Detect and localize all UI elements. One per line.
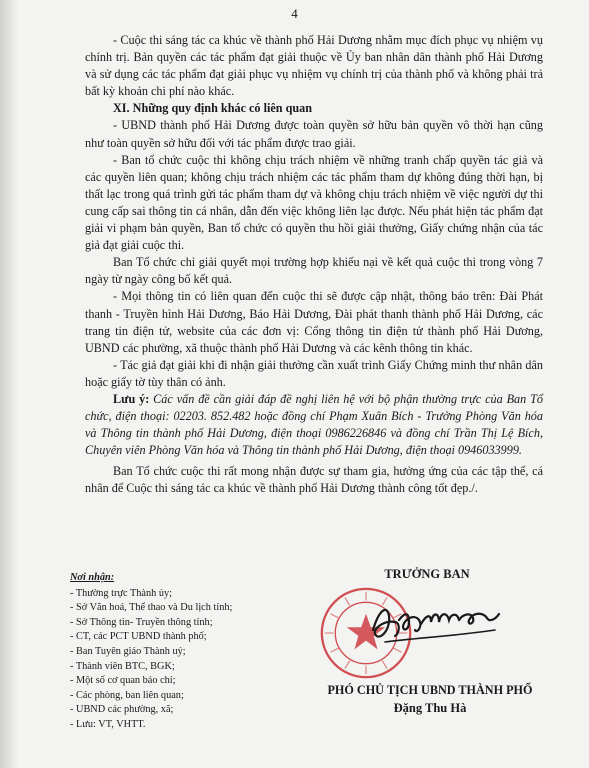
signer-title: PHÓ CHỦ TỊCH UBND THÀNH PHỐ — [327, 683, 533, 697]
recipient-item: - UBND các phường, xã; — [70, 704, 174, 716]
page-edge-shadow — [0, 0, 18, 768]
recipient-item: - Thành viên BTC, BGK; — [70, 660, 175, 672]
recipient-item: - Các phòng, ban liên quan; — [70, 689, 184, 701]
recipients-block — [70, 571, 300, 733]
section-heading: XI. Những quy định khác có liên quan — [113, 101, 313, 116]
note-paragraph — [85, 391, 543, 459]
signer-name: Đặng Thu Hà — [393, 701, 467, 715]
note-label: Lưu ý: — [113, 391, 150, 406]
document-body — [85, 32, 543, 498]
closing-paragraph: Ban Tổ chức cuộc thi rất mong nhận được sự tham gia, hưởng ứng của các tập thể, cá nhân để Cuộc thi sáng tác ca khúc về thành phố Hải Dương thành công tốt đẹp./. — [85, 464, 543, 496]
paragraph: - Tác giả đạt giải khi đi nhận giải thưởng cần xuất trình Giấy Chứng minh thư nhân dân hoặc giấy tờ tùy thân có ảnh. — [85, 357, 543, 389]
recipients-title: Nơi nhận: — [70, 572, 115, 583]
page-number: 4 — [291, 6, 298, 21]
paragraph: - Ban tổ chức cuộc thi không chịu trách nhiệm về những tranh chấp quyền tác giả và các quyền liên quan; không chịu trách nhiệm các tác phẩm tham dự không đúng thời hạn, bị thất lạc trong quá trình gửi tác phẩm tham dự và không chịu trách nhiệm về việc người dự thi cung cấp sai thông tin cá nhân, dẫn đến việc không liên lạc được. Nếu phát hiện tác phẩm đạt giải vi phạm bản quyền, Ban tổ chức có quyền thu hồi giải thưởng, Giấy chứng nhận của tác giả đạt giải cuộc thi. — [85, 152, 543, 253]
handwritten-signature — [365, 590, 505, 650]
paragraph: - UBND thành phố Hải Dương được toàn quyền sở hữu bản quyền vô thời hạn cũng như toàn quyền sở hữu đối với tác phẩm được trao giải. — [85, 118, 543, 150]
recipient-item: - Lưu: VT, VHTT. — [70, 718, 146, 730]
note-text: Các vấn đề cần giải đáp đề nghị liên hệ với bộ phận thường trực của Ban Tổ chức, điện thoại: 02203. 852.482 hoặc đồng chí Phạm Xuân Bích - Trưởng Phòng Văn hóa và Thông tin thành phố Hải Dương, điện thoại 0986226846 và đồng chí Trần Thị Lệ Bích, Chuyên viên Phòng Văn hóa và Thông tin thành phố Hải Dương, điện thoại 0946033999. — [85, 391, 543, 458]
recipient-item: - CT, các PCT UBND thành phố; — [70, 631, 207, 643]
paragraph: - Mọi thông tin có liên quan đến cuộc thi sẽ được cập nhật, thông báo trên: Đài Phát thanh - Truyền hình Hải Dương, Báo Hải Dương, Đài phát thanh thành phố Hải Dương, các trang tin điện tử, website của các đơn vị: Cổng thông tin điện tử thành phố Hải Dương, UBND các phường, xã thuộc thành phố Hải Dương và các kênh thông tin khác. — [85, 289, 543, 355]
recipient-item: - Một số cơ quan báo chí; — [70, 675, 176, 687]
recipient-item: - Thường trực Thành ủy; — [70, 587, 173, 599]
recipient-item: - Sở Thông tin- Truyền thông tỉnh; — [70, 616, 213, 628]
paragraph: Ban Tổ chức chỉ giải quyết mọi trường hợp khiếu nại về kết quả cuộc thi trong vòng 7 ngày từ ngày công bố kết quả. — [85, 255, 543, 287]
recipient-item: - Ban Tuyên giáo Thành uỷ; — [70, 645, 186, 657]
recipient-item: - Sở Văn hoá, Thể thao và Du lịch tỉnh; — [70, 602, 233, 614]
paragraph: - Cuộc thi sáng tác ca khúc về thành phố Hải Dương nhằm mục đích phục vụ nhiệm vụ chính trị. Bản quyền các tác phẩm đạt giải thuộc về Ủy ban nhân dân thành phố Hải Dương và sử dụng các tác phẩm đạt giải phục vụ nhiệm vụ chính trị của thành phố và không phải trả bất kỳ khoản chi phí nào khác. — [85, 33, 543, 99]
signer-role: TRƯỞNG BAN — [384, 567, 470, 581]
